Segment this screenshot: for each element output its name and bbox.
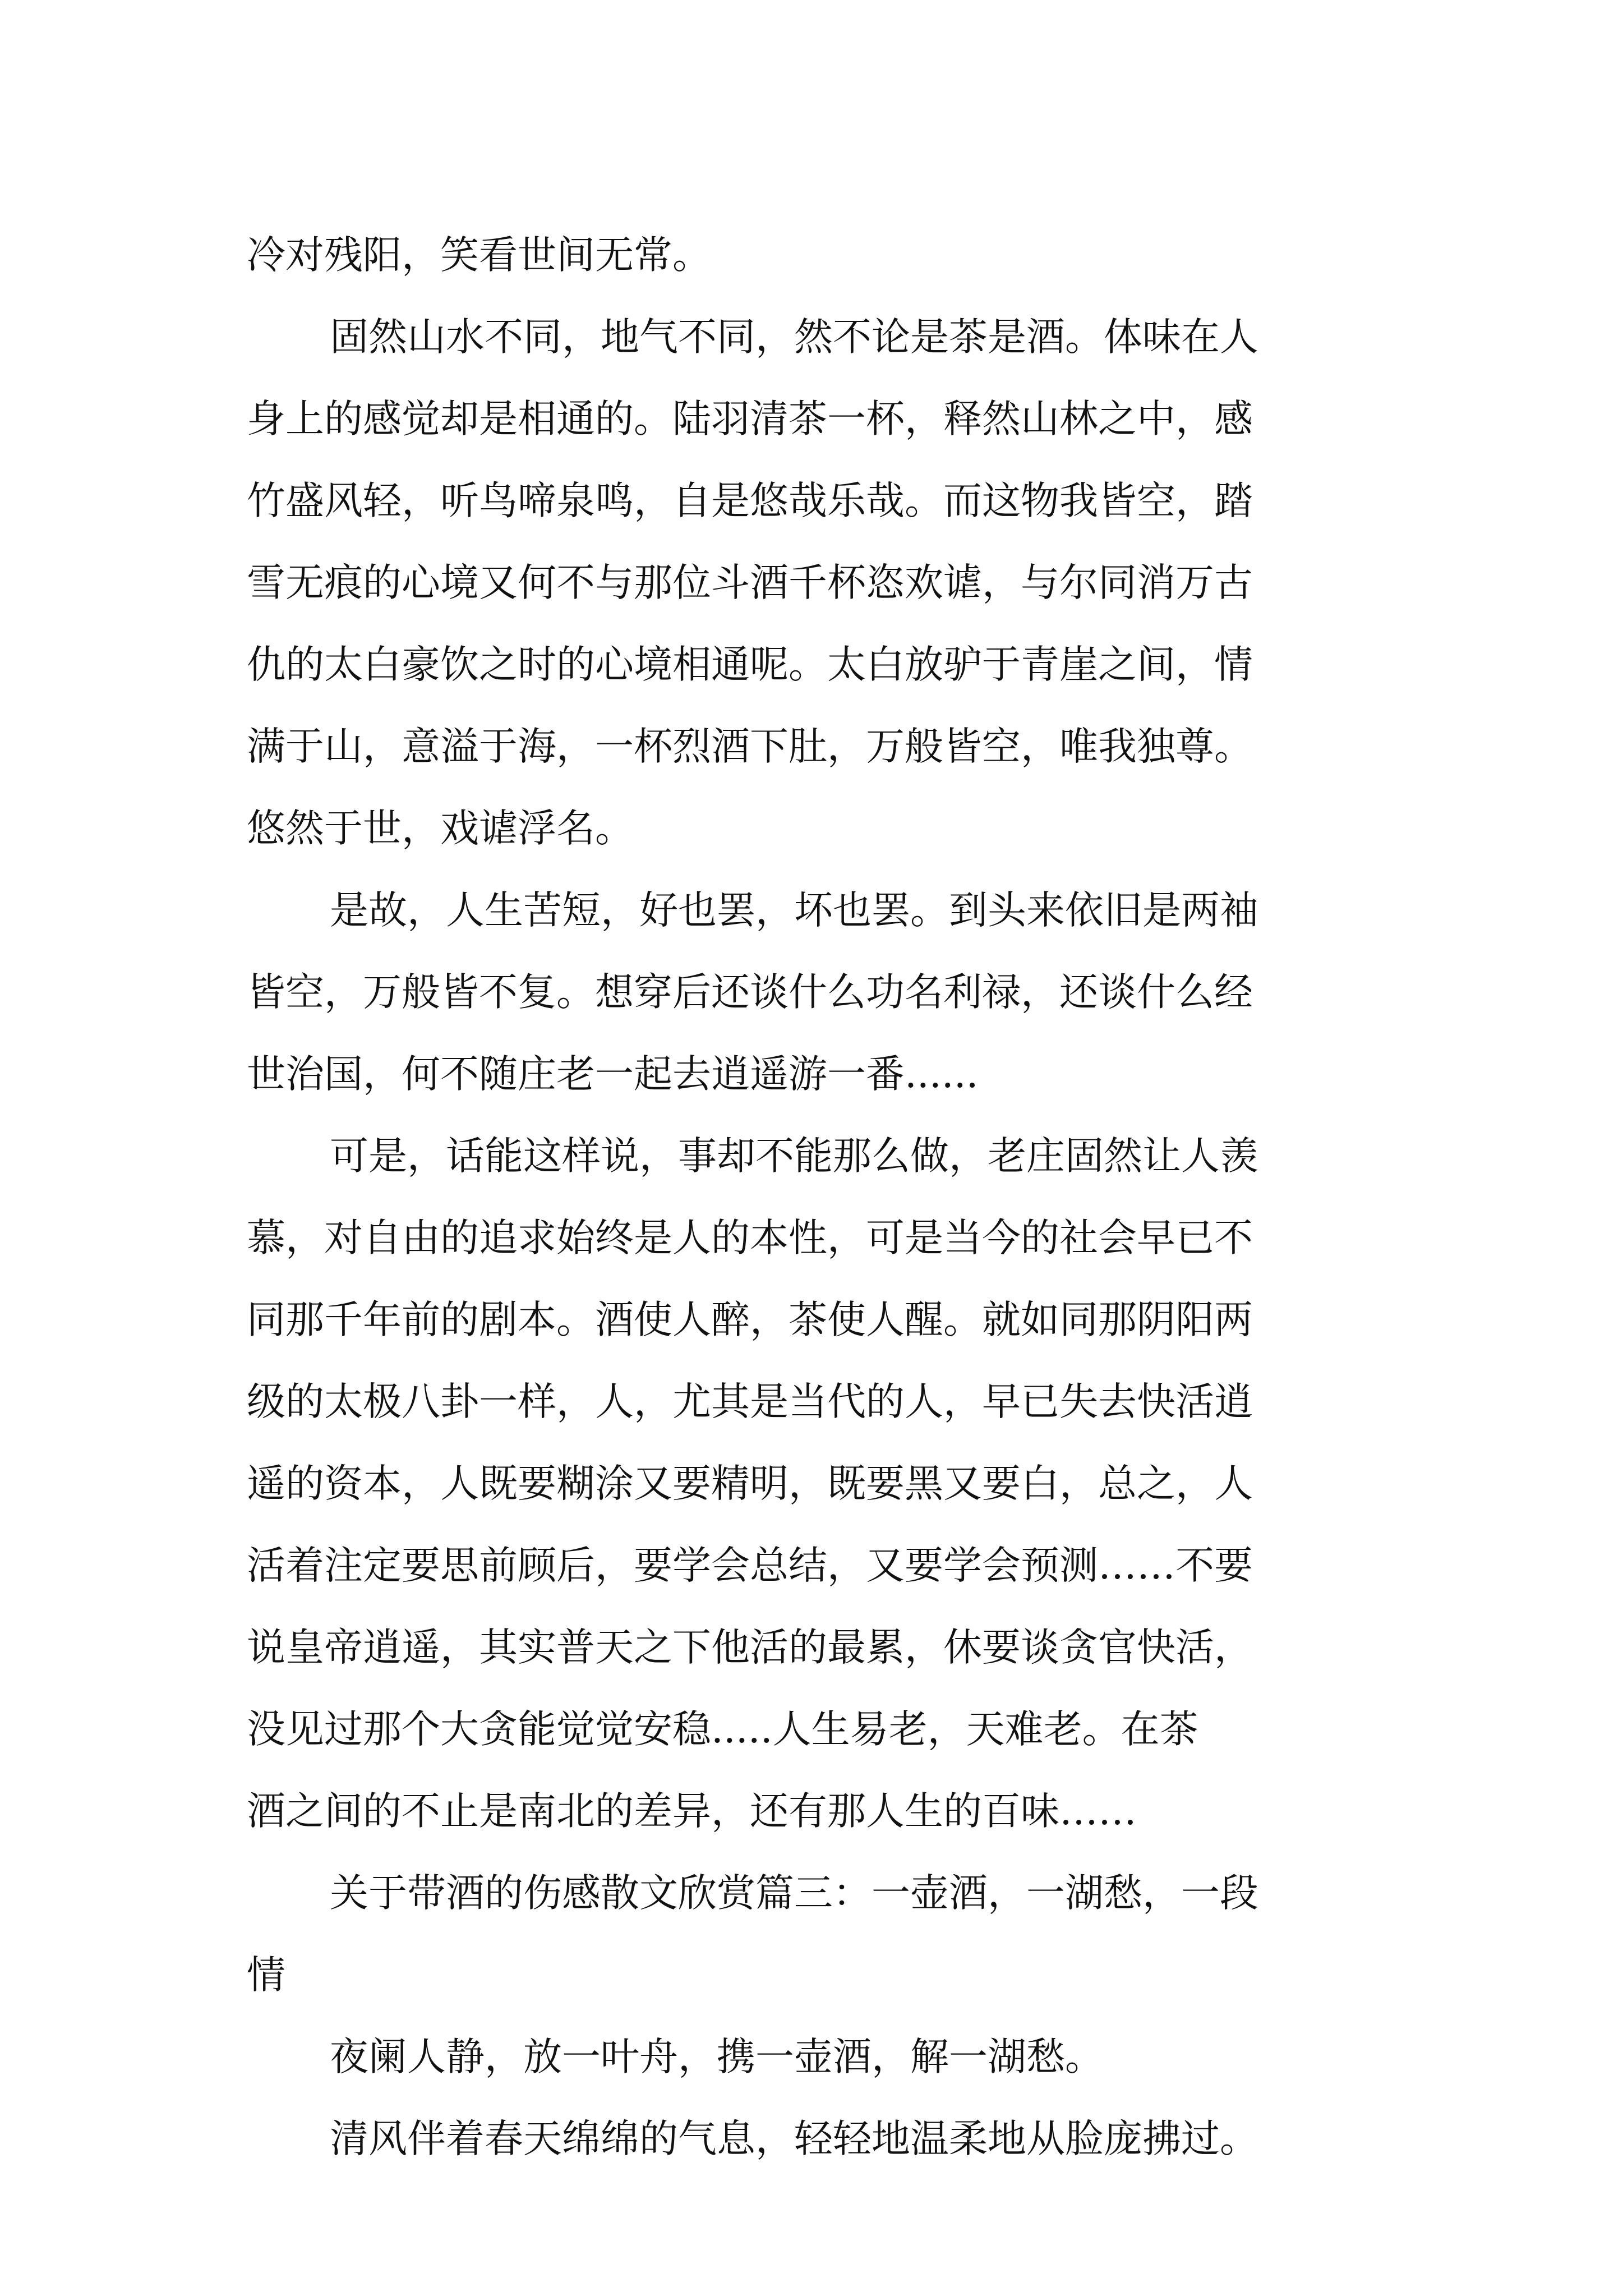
section-heading-continued: 情 — [247, 1953, 285, 1998]
text-line: 悠然于世，戏谑浮名。 — [247, 806, 634, 851]
paragraph-first-line: 夜阑人静，放一叶舟，携一壶酒，解一湖愁。 — [330, 2035, 1104, 2079]
text-line: 遥的资本，人既要糊涂又要精明，既要黑又要白，总之，人 — [247, 1461, 1253, 1506]
paragraph-first-line: 清风伴着春天绵绵的气息，轻轻地温柔地从脸庞拂过。 — [330, 2116, 1258, 2161]
text-line: 冷对残阳，笑看世间无常。 — [247, 233, 711, 278]
text-line: 活着注定要思前顾后，要学会总结，又要学会预测……不要 — [247, 1543, 1253, 1588]
text-line: 没见过那个大贪能觉觉安稳.....人生易老，天难老。在茶 — [247, 1707, 1198, 1752]
text-line: 说皇帝逍遥，其实普天之下他活的最累，休要谈贪官快活， — [247, 1625, 1253, 1670]
text-line: 皆空，万般皆不复。想穿后还谈什么功名利禄，还谈什么经 — [247, 970, 1253, 1015]
text-line: 级的太极八卦一样，人，尤其是当代的人，早已失去快活逍 — [247, 1379, 1253, 1424]
text-line: 仇的太白豪饮之时的心境相通呢。太白放驴于青崖之间，情 — [247, 642, 1253, 687]
paragraph-first-line: 固然山水不同，地气不同，然不论是茶是酒。体味在人 — [330, 315, 1258, 360]
text-line: 世治国，何不随庄老一起去逍遥游一番...... — [247, 1052, 979, 1097]
text-line: 满于山，意溢于海，一杯烈酒下肚，万般皆空，唯我独尊。 — [247, 724, 1253, 769]
text-line: 同那千年前的剧本。酒使人醉，茶使人醒。就如同那阴阳两 — [247, 1297, 1253, 1342]
text-line: 竹盛风轻，听鸟啼泉鸣，自是悠哉乐哉。而这物我皆空，踏 — [247, 478, 1253, 523]
document-body — [247, 214, 1408, 2180]
text-line: 慕，对自由的追求始终是人的本性，可是当今的社会早已不 — [247, 1216, 1253, 1260]
paragraph-first-line: 是故，人生苦短，好也罢，坏也罢。到头来依旧是两袖 — [330, 888, 1258, 933]
text-line: 酒之间的不止是南北的差异，还有那人生的百味…… — [247, 1789, 1137, 1834]
section-heading: 关于带酒的伤感散文欣赏篇三：一壶酒，一湖愁，一段 — [330, 1871, 1258, 1916]
text-line: 身上的感觉却是相通的。陆羽清茶一杯，释然山林之中，感 — [247, 397, 1253, 441]
paragraph-first-line: 可是，话能这样说，事却不能那么做，老庄固然让人羡 — [330, 1134, 1258, 1179]
text-line: 雪无痕的心境又何不与那位斗酒千杯恣欢谑，与尔同消万古 — [247, 560, 1253, 605]
